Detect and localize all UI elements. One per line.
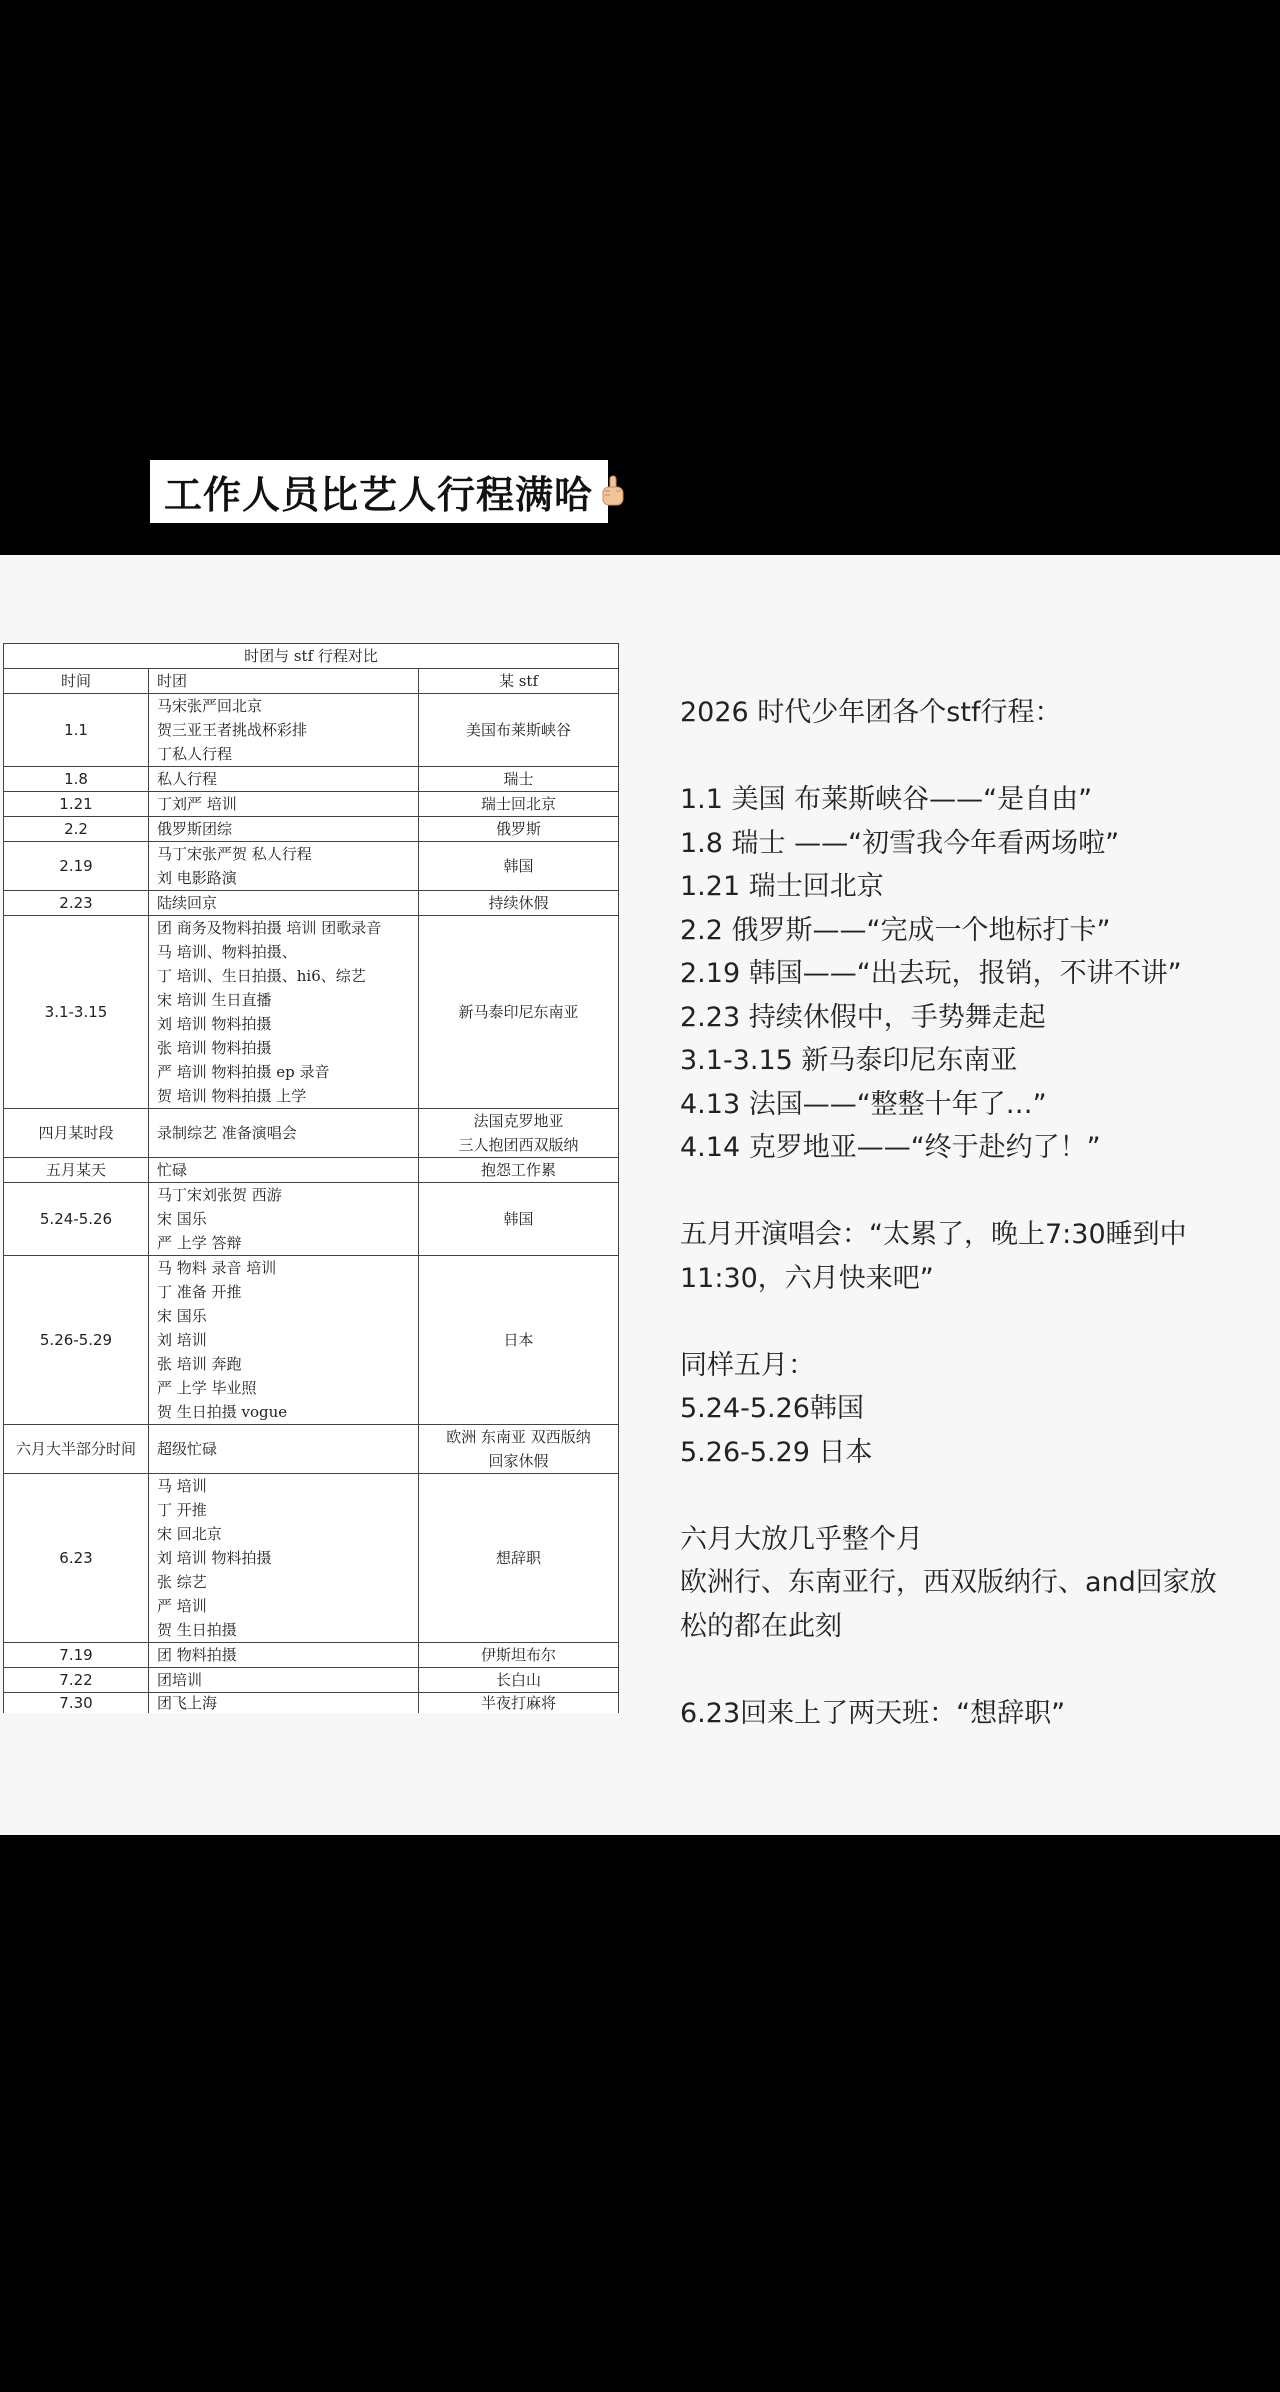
table-row [4,1474,619,1643]
bottom-letterbox [0,1835,1280,2392]
group-schedule-line: 马 培训 [157,1477,207,1495]
note-line: 2026 时代少年团各个stf行程： [680,697,1062,728]
stf-schedule-line: 想辞职 [495,1549,541,1567]
cell-time: 2.2 [4,817,149,842]
cell-group-schedule [149,817,419,842]
group-schedule-line: 贺三亚王者挑战杯彩排 [157,721,308,739]
cell-group-schedule [149,767,419,792]
group-schedule-line: 丁刘严 培训 [157,795,237,813]
group-schedule-line: 宋 国乐 [157,1210,207,1228]
note-line: 2.23 持续休假中，手势舞走起 [680,1001,1046,1033]
note-line: 5.26-5.29 日本 [680,1436,873,1468]
group-schedule-line: 严 上学 答辩 [157,1234,242,1252]
group-schedule-line: 贺 生日拍摄 vogue [157,1403,288,1421]
table-row [4,1425,619,1474]
table-row [4,1158,619,1183]
group-schedule-line: 宋 培训 生日直播 [157,991,272,1009]
stf-schedule-line: 伊斯坦布尔 [480,1646,556,1664]
note-line: 同样五月： [680,1349,815,1381]
table-caption: 时团与 stf 行程对比 [4,644,619,669]
cell-time: 5.26-5.29 [4,1256,149,1425]
column-header-time: 时间 [4,669,149,694]
group-schedule-line: 宋 国乐 [157,1307,207,1325]
group-schedule-line: 团培训 [157,1671,203,1689]
group-schedule-line: 严 上学 毕业照 [157,1379,257,1397]
cell-stf-schedule [419,1109,619,1158]
note-line: 1.21 瑞士回北京 [680,871,884,902]
stf-schedule-line: 新马泰印尼东南亚 [458,1003,579,1021]
schedule-comparison-table [3,643,619,1713]
group-schedule-line: 贺 生日拍摄 [157,1621,237,1639]
cell-group-schedule [149,1474,419,1643]
title-banner [150,460,608,523]
group-schedule-line: 团 商务及物料拍摄 培训 团歌录音 [157,919,382,937]
table-row [4,1256,619,1425]
note-line: 11:30，六月快来吧” [680,1262,934,1294]
group-schedule-line: 刘 电影路演 [157,869,237,887]
table-row [4,792,619,817]
cell-time: 五月某天 [4,1158,149,1183]
table-row [4,1109,619,1158]
table-row [4,817,619,842]
cell-group-schedule [149,1183,419,1256]
cell-stf-schedule [419,694,619,767]
group-schedule-line: 刘 培训 物料拍摄 [157,1549,272,1567]
group-schedule-line: 马丁宋刘张贺 西游 [157,1186,282,1204]
cell-stf-schedule [419,1668,619,1693]
note-line: 4.13 法国——“整整十年了…” [680,1088,1047,1120]
cell-group-schedule [149,1643,419,1668]
note-line: 1.8 瑞士 ——“初雪我今年看两场啦” [680,827,1120,859]
cell-time: 1.1 [4,694,149,767]
cell-stf-schedule [419,1643,619,1668]
cell-group-schedule [149,1158,419,1183]
group-schedule-line: 丁 培训、生日拍摄、hi6、综艺 [157,967,366,985]
group-schedule-line: 刘 培训 [157,1331,207,1349]
cell-stf-schedule [419,1693,619,1714]
stf-schedule-line: 韩国 [503,857,534,875]
stf-schedule-line: 三人抱团西双版纳 [458,1136,579,1154]
stf-schedule-line: 抱怨工作累 [480,1161,556,1179]
table-row [4,1668,619,1693]
group-schedule-line: 张 综艺 [157,1573,207,1591]
stf-schedule-line: 日本 [503,1331,534,1349]
cell-time: 六月大半部分时间 [4,1425,149,1474]
note-line: 5.24-5.26韩国 [680,1393,864,1424]
cell-stf-schedule [419,1158,619,1183]
note-line: 1.1 美国 布莱斯峡谷——“是自由” [680,784,1093,815]
table-row [4,767,619,792]
group-schedule-line: 私人行程 [157,770,218,788]
group-schedule-line: 俄罗斯团综 [157,820,233,838]
stf-schedule-line: 瑞士 [503,770,534,788]
cell-time: 四月某时段 [4,1109,149,1158]
group-schedule-line: 刘 培训 物料拍摄 [157,1015,272,1033]
group-schedule-line: 马丁宋张严贺 私人行程 [157,845,312,863]
cell-group-schedule [149,1668,419,1693]
group-schedule-line: 团飞上海 [157,1694,218,1712]
cell-time: 7.30 [4,1693,149,1714]
column-header-stf: 某 stf [419,669,619,694]
cell-group-schedule [149,792,419,817]
stf-schedule-line: 长白山 [495,1671,541,1689]
cell-stf-schedule [419,1425,619,1474]
cell-stf-schedule [419,891,619,916]
stf-schedule-line: 美国布莱斯峡谷 [465,721,571,739]
note-line: 2.2 俄罗斯——“完成一个地标打卡” [680,914,1111,946]
cell-time: 2.23 [4,891,149,916]
column-header-group: 时团 [149,669,419,694]
group-schedule-line: 陆续回京 [157,894,218,912]
group-schedule-line: 忙碌 [157,1161,188,1179]
note-line: 六月大放几乎整个月 [680,1523,923,1555]
cell-group-schedule [149,1256,419,1425]
cell-group-schedule [149,1109,419,1158]
cell-stf-schedule [419,842,619,891]
cell-stf-schedule [419,916,619,1109]
banner-title: 工作人员比艺人行程满哈 [164,472,594,517]
group-schedule-line: 贺 培训 物料拍摄 上学 [157,1087,307,1105]
note-line: 6.23回来上了两天班：“想辞职” [680,1697,1066,1729]
group-schedule-line: 丁 开推 [157,1501,207,1519]
cell-group-schedule [149,694,419,767]
cell-time: 6.23 [4,1474,149,1643]
table-row [4,1183,619,1256]
group-schedule-line: 宋 回北京 [157,1525,222,1543]
cell-stf-schedule [419,817,619,842]
group-schedule-line: 马 物料 录音 培训 [157,1259,277,1277]
cell-stf-schedule [419,1256,619,1425]
note-line: 松的都在此刻 [680,1610,842,1642]
cell-group-schedule [149,842,419,891]
cell-time: 5.24-5.26 [4,1183,149,1256]
group-schedule-line: 丁 准备 开推 [157,1283,242,1301]
group-schedule-line: 丁私人行程 [157,745,233,763]
stf-schedule-line: 回家休假 [488,1452,549,1470]
group-schedule-line: 严 培训 物料拍摄 ep 录音 [157,1063,330,1081]
stf-schedule-line: 半夜打麻将 [480,1694,556,1712]
group-schedule-line: 团 物料拍摄 [157,1646,237,1664]
note-line: 3.1-3.15 新马泰印尼东南亚 [680,1045,1018,1076]
group-schedule-line: 马 培训、物料拍摄、 [157,943,297,961]
cell-stf-schedule [419,767,619,792]
stf-schedule-line: 持续休假 [488,894,549,912]
stf-schedule-line: 欧洲 东南亚 双西版纳 [446,1428,591,1446]
cell-group-schedule [149,1693,419,1714]
cell-group-schedule [149,1425,419,1474]
note-line: 4.14 克罗地亚——“终于赴约了！” [680,1132,1101,1163]
cell-time: 2.19 [4,842,149,891]
note-line: 欧洲行、东南亚行，西双版纳行、and回家放 [680,1567,1217,1598]
cell-time: 1.8 [4,767,149,792]
cell-time: 7.22 [4,1668,149,1693]
table-row [4,694,619,767]
note-line: 2.19 韩国——“出去玩，报销，不讲不讲” [680,958,1182,989]
cell-stf-schedule [419,1183,619,1256]
cell-time: 7.19 [4,1643,149,1668]
cell-time: 3.1-3.15 [4,916,149,1109]
group-schedule-line: 张 培训 物料拍摄 [157,1039,272,1057]
group-schedule-line: 马宋张严回北京 [157,697,263,715]
cell-time: 1.21 [4,792,149,817]
table-row [4,1693,619,1714]
middle-finger-hand-icon [599,475,627,509]
table-row [4,891,619,916]
group-schedule-line: 录制综艺 准备演唱会 [157,1124,297,1142]
stf-schedule-line: 俄罗斯 [495,820,541,838]
table-row [4,842,619,891]
group-schedule-line: 超级忙碌 [157,1440,218,1458]
cell-group-schedule [149,891,419,916]
cell-group-schedule [149,916,419,1109]
table-row [4,916,619,1109]
cell-stf-schedule [419,792,619,817]
stf-schedule-line: 法国克罗地亚 [473,1112,564,1130]
stf-schedule-line: 瑞士回北京 [480,795,556,813]
note-line: 五月开演唱会：“太累了，晚上7:30睡到中 [680,1219,1187,1250]
group-schedule-line: 张 培训 奔跑 [157,1355,242,1373]
stf-schedule-line: 韩国 [503,1210,534,1228]
group-schedule-line: 严 培训 [157,1597,207,1615]
cell-stf-schedule [419,1474,619,1643]
screenshot-content [0,555,1280,1835]
table-row [4,1643,619,1668]
